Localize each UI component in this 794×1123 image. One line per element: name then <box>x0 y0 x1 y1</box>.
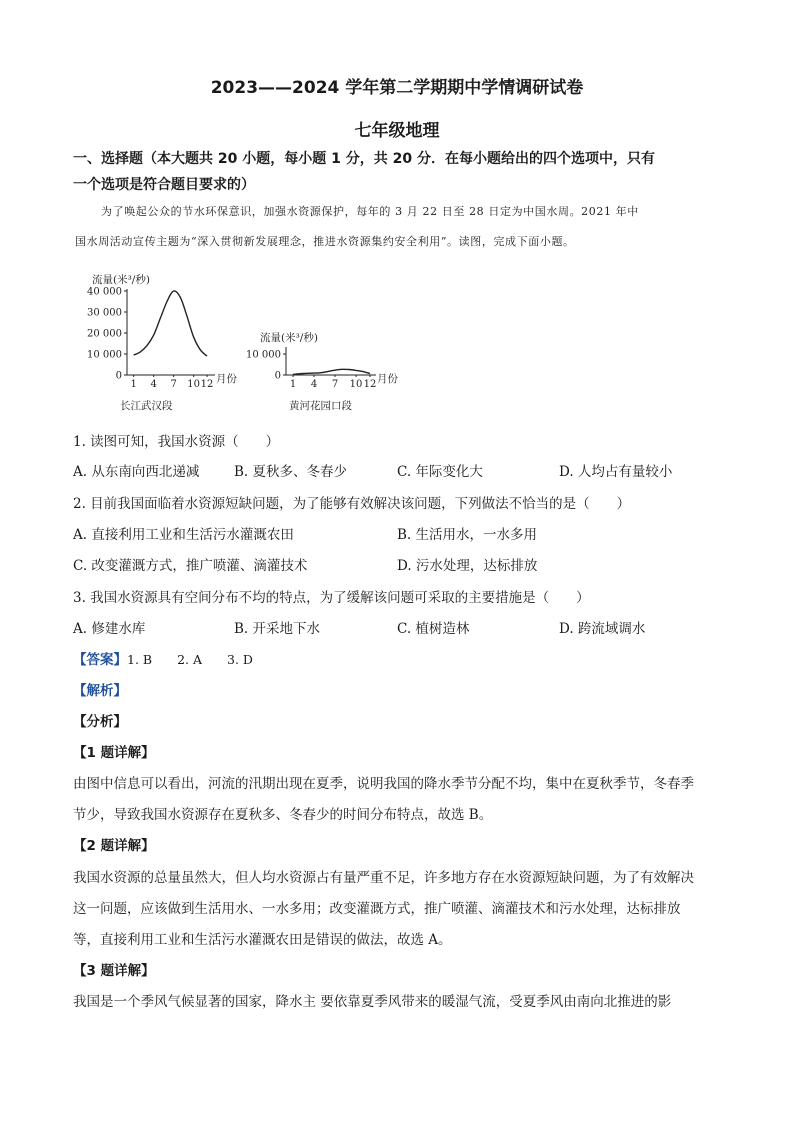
intro-line1: 为了唤起公众的节水环保意识，加强水资源保护，每年的 3 月 22 日至 28 日定为中国水周。2021 年中 <box>101 205 639 218</box>
chart-yangtze-series-line <box>134 291 207 356</box>
chart-yangtze <box>87 273 237 412</box>
answer-text: 1. B 2. A 3. D <box>127 652 253 667</box>
chart-yellow-xtick-label: 4 <box>310 379 318 390</box>
answer-label: 【答案】 <box>73 652 127 668</box>
question-3-option-b: B. 开采地下水 <box>234 621 321 637</box>
chart-yangtze-xtick-label: 10 <box>187 379 201 390</box>
question-2-option-b: B. 生活用水，一水多用 <box>397 527 538 543</box>
chart-yellow-series-line <box>293 369 370 374</box>
detail-3-line1: 我国是一个季风气候显著的国家，降水主 要依靠夏季风带来的暖湿气流，受夏季风由南向北推进的影 <box>73 994 672 1010</box>
answer-line <box>73 648 253 668</box>
question-1-option-c: C. 年际变化大 <box>397 464 483 480</box>
question-3-option-a: A. 修建水库 <box>73 621 146 637</box>
detail-2-line1: 我国水资源的总量虽然大，但人均水资源占有量严重不足，许多地方存在水资源短缺问题，为了有效解决 <box>73 870 694 886</box>
question-3-stem: 3. 我国水资源具有空间分布不均的特点，为了缓解该问题可采取的主要措施是（ ） <box>73 590 590 606</box>
chart-yellow-ytick-label: 10 000 <box>246 349 281 361</box>
question-3-option-d: D. 跨流域调水 <box>559 621 646 637</box>
chart-yellow-xtick-label: 1 <box>289 379 297 390</box>
chart-yangtze-ytick-label: 10 000 <box>87 349 122 361</box>
question-2-option-d: D. 污水处理，达标排放 <box>397 558 538 574</box>
chart-yellow-ylabel: 流量(米³/秒) <box>260 332 318 344</box>
chart-yellow-xlabel: 月份 <box>377 373 398 385</box>
detail-1-label: 【1 题详解】 <box>73 745 155 761</box>
chart-yangtze-ylabel: 流量(米³/秒) <box>92 274 150 286</box>
question-2-option-c: C. 改变灌溉方式，推广喷灌、滴灌技术 <box>73 558 308 574</box>
detail-2-line2: 这一问题，应该做到生活用水、一水多用；改变灌溉方式，推广喷灌、滴灌技术和污水处理，达标排放 <box>73 901 681 917</box>
intro-line2: 国水周活动宣传主题为“深入贯彻新发展理念，推进水资源集约安全利用”。读图，完成下面小题。 <box>75 235 575 248</box>
section-heading-line2: 一个选项是符合题目要求的） <box>73 177 255 193</box>
chart-yangtze-ytick-label: 0 <box>115 370 122 382</box>
chart-yellow-xtick-label: 10 <box>349 379 363 390</box>
figure-flow-charts <box>80 265 440 415</box>
page-subtitle: 七年级地理 <box>354 121 440 141</box>
section-heading-line1: 一、选择题（本大题共 20 小题，每小题 1 分，共 20 分．在每小题给出的四个选项中，只有 <box>73 151 655 167</box>
chart-yangtze-xlabel: 月份 <box>216 373 237 385</box>
analysis-label: 【分析】 <box>73 714 127 730</box>
chart-yangtze-ytick-label: 30 000 <box>87 307 122 319</box>
detail-1-line1: 由图中信息可以看出，河流的汛期出现在夏季，说明我国的降水季节分配不均，集中在夏秋季节，冬春季 <box>73 776 694 792</box>
question-1-option-d: D. 人均占有量较小 <box>559 464 673 480</box>
question-3-option-c: C. 植树造林 <box>397 621 470 637</box>
detail-1-line2: 节少，导致我国水资源存在夏秋多、冬春少的时间分布特点，故选 B。 <box>73 807 493 823</box>
detail-3-label: 【3 题详解】 <box>73 963 155 979</box>
explain-label: 【解析】 <box>73 683 127 699</box>
chart-yellow-title: 黄河花园口段 <box>289 400 352 412</box>
chart-yellow-ytick-label: 0 <box>274 370 281 382</box>
chart-yangtze-xtick-label: 7 <box>170 379 177 390</box>
question-2-stem: 2. 目前我国面临着水资源短缺问题，为了能够有效解决该问题，下列做法不恰当的是（ ） <box>73 496 631 512</box>
detail-2-label: 【2 题详解】 <box>73 838 155 854</box>
question-1-option-a: A. 从东南向西北递减 <box>73 464 200 480</box>
page-title: 2023——2024 学年第二学期期中学情调研试卷 <box>210 78 584 98</box>
chart-yangtze-xtick-label: 1 <box>130 379 137 390</box>
question-1-option-b: B. 夏秋多、冬春少 <box>234 464 348 480</box>
chart-yangtze-ytick-label: 20 000 <box>87 328 122 340</box>
chart-yangtze-xtick-label: 12 <box>200 379 214 390</box>
chart-yellow-xtick-label: 12 <box>363 379 377 390</box>
chart-yellow-xtick-label: 7 <box>331 379 339 390</box>
chart-yangtze-title: 长江武汉段 <box>120 400 173 412</box>
chart-yellow <box>246 331 398 412</box>
question-1-stem: 1. 读图可知，我国水资源（ ） <box>73 434 280 450</box>
detail-2-line3: 等，直接利用工业和生活污水灌溉农田是错误的做法，故选 A。 <box>73 932 452 948</box>
question-2-option-a: A. 直接利用工业和生活污水灌溉农田 <box>73 527 294 543</box>
chart-yangtze-xtick-label: 4 <box>150 379 157 390</box>
chart-yangtze-ytick-label: 40 000 <box>87 286 122 298</box>
